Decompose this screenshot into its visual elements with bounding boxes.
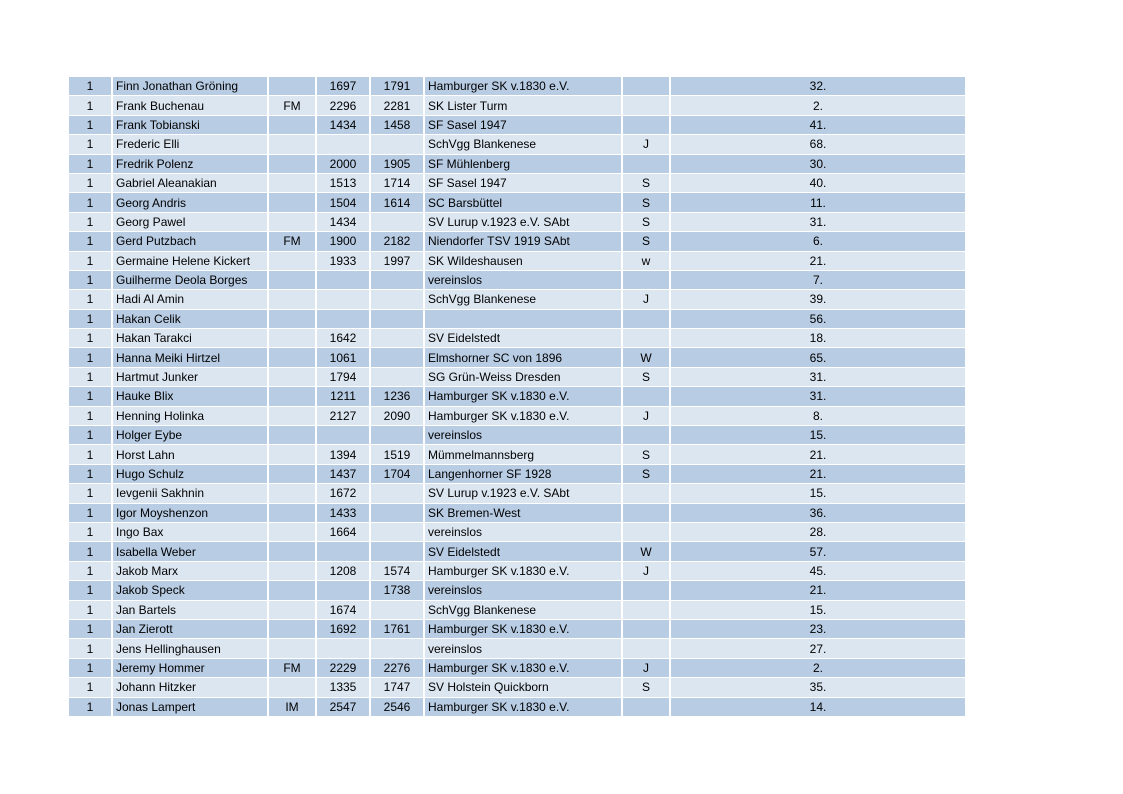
elo-cell: 1761: [371, 620, 423, 638]
category-cell: [623, 329, 669, 347]
title-cell: [269, 252, 315, 270]
dwz-cell: 1513: [317, 174, 369, 192]
table-body: [69, 77, 965, 716]
table-row: [69, 542, 965, 560]
rank-cell: 1: [69, 348, 111, 366]
elo-cell: [371, 542, 423, 560]
rank-cell: 1: [69, 504, 111, 522]
club-cell: vereinslos: [425, 426, 621, 444]
category-cell: w: [623, 252, 669, 270]
category-cell: S: [623, 445, 669, 463]
table-row: [69, 155, 965, 173]
table-row: [69, 407, 965, 425]
elo-cell: 2281: [371, 96, 423, 114]
rank-cell: 1: [69, 329, 111, 347]
table-row: [69, 252, 965, 270]
category-cell: J: [623, 659, 669, 677]
dwz-cell: [317, 135, 369, 153]
club-cell: SF Mühlenberg: [425, 155, 621, 173]
title-cell: [269, 523, 315, 541]
title-cell: [269, 445, 315, 463]
name-cell: Frank Tobianski: [113, 116, 267, 134]
position-cell: 31.: [671, 368, 965, 386]
dwz-cell: 1642: [317, 329, 369, 347]
dwz-cell: 2000: [317, 155, 369, 173]
rank-cell: 1: [69, 387, 111, 405]
club-cell: vereinslos: [425, 523, 621, 541]
elo-cell: [371, 310, 423, 328]
rank-cell: 1: [69, 581, 111, 599]
position-cell: 36.: [671, 504, 965, 522]
position-cell: 21.: [671, 465, 965, 483]
table-row: [69, 581, 965, 599]
title-cell: [269, 290, 315, 308]
rank-cell: 1: [69, 174, 111, 192]
club-cell: [425, 310, 621, 328]
club-cell: SchVgg Blankenese: [425, 290, 621, 308]
dwz-cell: 1434: [317, 213, 369, 231]
category-cell: [623, 155, 669, 173]
position-cell: 8.: [671, 407, 965, 425]
elo-cell: [371, 368, 423, 386]
category-cell: [623, 620, 669, 638]
elo-cell: [371, 523, 423, 541]
table-row: [69, 77, 965, 95]
category-cell: S: [623, 193, 669, 211]
elo-cell: [371, 426, 423, 444]
rank-cell: 1: [69, 290, 111, 308]
name-cell: Ingo Bax: [113, 523, 267, 541]
position-cell: 35.: [671, 678, 965, 696]
rank-cell: 1: [69, 678, 111, 696]
table-row: [69, 484, 965, 502]
name-cell: Jakob Marx: [113, 562, 267, 580]
dwz-cell: 2547: [317, 698, 369, 716]
name-cell: Hauke Blix: [113, 387, 267, 405]
position-cell: 21.: [671, 445, 965, 463]
position-cell: 30.: [671, 155, 965, 173]
dwz-cell: 1061: [317, 348, 369, 366]
title-cell: [269, 368, 315, 386]
title-cell: FM: [269, 96, 315, 114]
club-cell: Hamburger SK v.1830 e.V.: [425, 659, 621, 677]
club-cell: Hamburger SK v.1830 e.V.: [425, 387, 621, 405]
position-cell: 2.: [671, 96, 965, 114]
dwz-cell: [317, 290, 369, 308]
rank-cell: 1: [69, 639, 111, 657]
club-cell: SV Eidelstedt: [425, 542, 621, 560]
dwz-cell: [317, 542, 369, 560]
position-cell: 23.: [671, 620, 965, 638]
table-row: [69, 116, 965, 134]
name-cell: Georg Pawel: [113, 213, 267, 231]
elo-cell: [371, 639, 423, 657]
title-cell: [269, 387, 315, 405]
elo-cell: [371, 329, 423, 347]
table-row: [69, 504, 965, 522]
title-cell: FM: [269, 232, 315, 250]
name-cell: Jan Bartels: [113, 601, 267, 619]
name-cell: Germaine Helene Kickert: [113, 252, 267, 270]
elo-cell: [371, 504, 423, 522]
club-cell: SK Lister Turm: [425, 96, 621, 114]
category-cell: [623, 426, 669, 444]
category-cell: J: [623, 290, 669, 308]
club-cell: SK Bremen-West: [425, 504, 621, 522]
title-cell: [269, 465, 315, 483]
category-cell: W: [623, 348, 669, 366]
dwz-cell: 1664: [317, 523, 369, 541]
club-cell: SV Eidelstedt: [425, 329, 621, 347]
dwz-cell: 1394: [317, 445, 369, 463]
dwz-cell: [317, 581, 369, 599]
table-row: [69, 368, 965, 386]
position-cell: 18.: [671, 329, 965, 347]
rank-cell: 1: [69, 96, 111, 114]
dwz-cell: 1208: [317, 562, 369, 580]
rank-cell: 1: [69, 135, 111, 153]
elo-cell: 2276: [371, 659, 423, 677]
rank-cell: 1: [69, 232, 111, 250]
title-cell: [269, 407, 315, 425]
name-cell: Hartmut Junker: [113, 368, 267, 386]
title-cell: [269, 620, 315, 638]
position-cell: 45.: [671, 562, 965, 580]
title-cell: IM: [269, 698, 315, 716]
dwz-cell: 1794: [317, 368, 369, 386]
category-cell: [623, 271, 669, 289]
name-cell: Horst Lahn: [113, 445, 267, 463]
club-cell: Hamburger SK v.1830 e.V.: [425, 620, 621, 638]
club-cell: SC Barsbüttel: [425, 193, 621, 211]
table-row: [69, 426, 965, 444]
rank-cell: 1: [69, 213, 111, 231]
position-cell: 65.: [671, 348, 965, 366]
rank-cell: 1: [69, 620, 111, 638]
title-cell: [269, 562, 315, 580]
name-cell: Johann Hitzker: [113, 678, 267, 696]
name-cell: Igor Moyshenzon: [113, 504, 267, 522]
name-cell: Jonas Lampert: [113, 698, 267, 716]
category-cell: [623, 601, 669, 619]
name-cell: Gerd Putzbach: [113, 232, 267, 250]
name-cell: Hakan Celik: [113, 310, 267, 328]
title-cell: [269, 504, 315, 522]
club-cell: Elmshorner SC von 1896: [425, 348, 621, 366]
rank-cell: 1: [69, 116, 111, 134]
name-cell: Jan Zierott: [113, 620, 267, 638]
rank-cell: 1: [69, 252, 111, 270]
elo-cell: 1704: [371, 465, 423, 483]
table-row: [69, 193, 965, 211]
dwz-cell: [317, 426, 369, 444]
table-row: [69, 387, 965, 405]
category-cell: [623, 96, 669, 114]
rank-cell: 1: [69, 542, 111, 560]
category-cell: J: [623, 135, 669, 153]
category-cell: [623, 310, 669, 328]
elo-cell: [371, 484, 423, 502]
name-cell: Frederic Elli: [113, 135, 267, 153]
table-row: [69, 639, 965, 657]
position-cell: 56.: [671, 310, 965, 328]
title-cell: [269, 155, 315, 173]
elo-cell: [371, 290, 423, 308]
dwz-cell: [317, 639, 369, 657]
elo-cell: 1738: [371, 581, 423, 599]
rank-cell: 1: [69, 698, 111, 716]
club-cell: Niendorfer TSV 1919 SAbt: [425, 232, 621, 250]
elo-cell: 1574: [371, 562, 423, 580]
elo-cell: 1747: [371, 678, 423, 696]
position-cell: 15.: [671, 426, 965, 444]
title-cell: [269, 484, 315, 502]
elo-cell: 1614: [371, 193, 423, 211]
table-row: [69, 698, 965, 716]
rank-cell: 1: [69, 484, 111, 502]
category-cell: [623, 639, 669, 657]
position-cell: 14.: [671, 698, 965, 716]
name-cell: Fredrik Polenz: [113, 155, 267, 173]
dwz-cell: 1437: [317, 465, 369, 483]
rank-cell: 1: [69, 562, 111, 580]
table-row: [69, 232, 965, 250]
title-cell: [269, 271, 315, 289]
dwz-cell: 1434: [317, 116, 369, 134]
table-row: [69, 96, 965, 114]
table-row: [69, 620, 965, 638]
dwz-cell: [317, 310, 369, 328]
position-cell: 32.: [671, 77, 965, 95]
table-row: [69, 329, 965, 347]
position-cell: 6.: [671, 232, 965, 250]
name-cell: Isabella Weber: [113, 542, 267, 560]
name-cell: Finn Jonathan Gröning: [113, 77, 267, 95]
dwz-cell: 1672: [317, 484, 369, 502]
club-cell: Langenhorner SF 1928: [425, 465, 621, 483]
dwz-cell: 1674: [317, 601, 369, 619]
position-cell: 31.: [671, 213, 965, 231]
position-cell: 57.: [671, 542, 965, 560]
table-row: [69, 310, 965, 328]
rank-cell: 1: [69, 155, 111, 173]
title-cell: [269, 542, 315, 560]
elo-cell: [371, 213, 423, 231]
club-cell: SF Sasel 1947: [425, 116, 621, 134]
elo-cell: 1997: [371, 252, 423, 270]
category-cell: [623, 581, 669, 599]
table-row: [69, 678, 965, 696]
category-cell: S: [623, 232, 669, 250]
elo-cell: [371, 601, 423, 619]
dwz-cell: 2127: [317, 407, 369, 425]
club-cell: vereinslos: [425, 581, 621, 599]
elo-cell: 1714: [371, 174, 423, 192]
club-cell: vereinslos: [425, 639, 621, 657]
name-cell: Jens Hellinghausen: [113, 639, 267, 657]
position-cell: 21.: [671, 581, 965, 599]
club-cell: SchVgg Blankenese: [425, 601, 621, 619]
club-cell: SV Lurup v.1923 e.V. SAbt: [425, 484, 621, 502]
rank-cell: 1: [69, 271, 111, 289]
category-cell: J: [623, 562, 669, 580]
elo-cell: [371, 348, 423, 366]
title-cell: [269, 601, 315, 619]
elo-cell: 1236: [371, 387, 423, 405]
elo-cell: 1905: [371, 155, 423, 173]
club-cell: SV Holstein Quickborn: [425, 678, 621, 696]
rank-cell: 1: [69, 445, 111, 463]
position-cell: 27.: [671, 639, 965, 657]
elo-cell: [371, 135, 423, 153]
position-cell: 39.: [671, 290, 965, 308]
name-cell: Hugo Schulz: [113, 465, 267, 483]
category-cell: W: [623, 542, 669, 560]
name-cell: Gabriel Aleanakian: [113, 174, 267, 192]
rank-cell: 1: [69, 465, 111, 483]
rank-cell: 1: [69, 368, 111, 386]
dwz-cell: 1433: [317, 504, 369, 522]
table-row: [69, 348, 965, 366]
position-cell: 15.: [671, 601, 965, 619]
name-cell: Hanna Meiki Hirtzel: [113, 348, 267, 366]
rank-cell: 1: [69, 77, 111, 95]
name-cell: Ievgenii Sakhnin: [113, 484, 267, 502]
position-cell: 68.: [671, 135, 965, 153]
name-cell: Guilherme Deola Borges: [113, 271, 267, 289]
name-cell: Jeremy Hommer: [113, 659, 267, 677]
club-cell: SG Grün-Weiss Dresden: [425, 368, 621, 386]
title-cell: [269, 174, 315, 192]
title-cell: [269, 310, 315, 328]
title-cell: [269, 213, 315, 231]
position-cell: 41.: [671, 116, 965, 134]
table-row: [69, 290, 965, 308]
club-cell: SF Sasel 1947: [425, 174, 621, 192]
club-cell: SK Wildeshausen: [425, 252, 621, 270]
table-row: [69, 562, 965, 580]
title-cell: [269, 581, 315, 599]
position-cell: 11.: [671, 193, 965, 211]
table-row: [69, 659, 965, 677]
category-cell: S: [623, 465, 669, 483]
club-cell: SchVgg Blankenese: [425, 135, 621, 153]
category-cell: S: [623, 368, 669, 386]
elo-cell: 2546: [371, 698, 423, 716]
name-cell: Georg Andris: [113, 193, 267, 211]
elo-cell: 2090: [371, 407, 423, 425]
dwz-cell: 2296: [317, 96, 369, 114]
rank-cell: 1: [69, 659, 111, 677]
dwz-cell: 1697: [317, 77, 369, 95]
title-cell: FM: [269, 659, 315, 677]
rank-cell: 1: [69, 310, 111, 328]
name-cell: Holger Eybe: [113, 426, 267, 444]
category-cell: [623, 77, 669, 95]
title-cell: [269, 193, 315, 211]
elo-cell: [371, 271, 423, 289]
rank-cell: 1: [69, 523, 111, 541]
table-row: [69, 601, 965, 619]
rank-cell: 1: [69, 193, 111, 211]
title-cell: [269, 77, 315, 95]
position-cell: 2.: [671, 659, 965, 677]
dwz-cell: 1933: [317, 252, 369, 270]
table-row: [69, 213, 965, 231]
category-cell: [623, 698, 669, 716]
position-cell: 40.: [671, 174, 965, 192]
elo-cell: 1791: [371, 77, 423, 95]
name-cell: Frank Buchenau: [113, 96, 267, 114]
title-cell: [269, 639, 315, 657]
title-cell: [269, 329, 315, 347]
category-cell: [623, 116, 669, 134]
elo-cell: 1519: [371, 445, 423, 463]
category-cell: S: [623, 213, 669, 231]
rank-cell: 1: [69, 426, 111, 444]
club-cell: Hamburger SK v.1830 e.V.: [425, 77, 621, 95]
club-cell: Hamburger SK v.1830 e.V.: [425, 562, 621, 580]
table-row: [69, 174, 965, 192]
dwz-cell: 1504: [317, 193, 369, 211]
table-row: [69, 465, 965, 483]
dwz-cell: 1335: [317, 678, 369, 696]
category-cell: S: [623, 678, 669, 696]
elo-cell: 2182: [371, 232, 423, 250]
rank-cell: 1: [69, 601, 111, 619]
category-cell: S: [623, 174, 669, 192]
position-cell: 21.: [671, 252, 965, 270]
name-cell: Henning Holinka: [113, 407, 267, 425]
dwz-cell: 1692: [317, 620, 369, 638]
dwz-cell: [317, 271, 369, 289]
name-cell: Jakob Speck: [113, 581, 267, 599]
club-cell: Mümmelmannsberg: [425, 445, 621, 463]
category-cell: [623, 484, 669, 502]
position-cell: 31.: [671, 387, 965, 405]
category-cell: [623, 504, 669, 522]
name-cell: Hakan Tarakci: [113, 329, 267, 347]
elo-cell: 1458: [371, 116, 423, 134]
title-cell: [269, 116, 315, 134]
player-table: [67, 76, 967, 717]
position-cell: 7.: [671, 271, 965, 289]
table-row: [69, 135, 965, 153]
category-cell: J: [623, 407, 669, 425]
table-row: [69, 445, 965, 463]
name-cell: Hadi Al Amin: [113, 290, 267, 308]
club-cell: Hamburger SK v.1830 e.V.: [425, 407, 621, 425]
club-cell: Hamburger SK v.1830 e.V.: [425, 698, 621, 716]
position-cell: 28.: [671, 523, 965, 541]
category-cell: [623, 523, 669, 541]
title-cell: [269, 426, 315, 444]
club-cell: SV Lurup v.1923 e.V. SAbt: [425, 213, 621, 231]
rank-cell: 1: [69, 407, 111, 425]
position-cell: 15.: [671, 484, 965, 502]
dwz-cell: 2229: [317, 659, 369, 677]
title-cell: [269, 135, 315, 153]
dwz-cell: 1211: [317, 387, 369, 405]
title-cell: [269, 348, 315, 366]
club-cell: vereinslos: [425, 271, 621, 289]
category-cell: [623, 387, 669, 405]
table-row: [69, 523, 965, 541]
dwz-cell: 1900: [317, 232, 369, 250]
table-row: [69, 271, 965, 289]
title-cell: [269, 678, 315, 696]
